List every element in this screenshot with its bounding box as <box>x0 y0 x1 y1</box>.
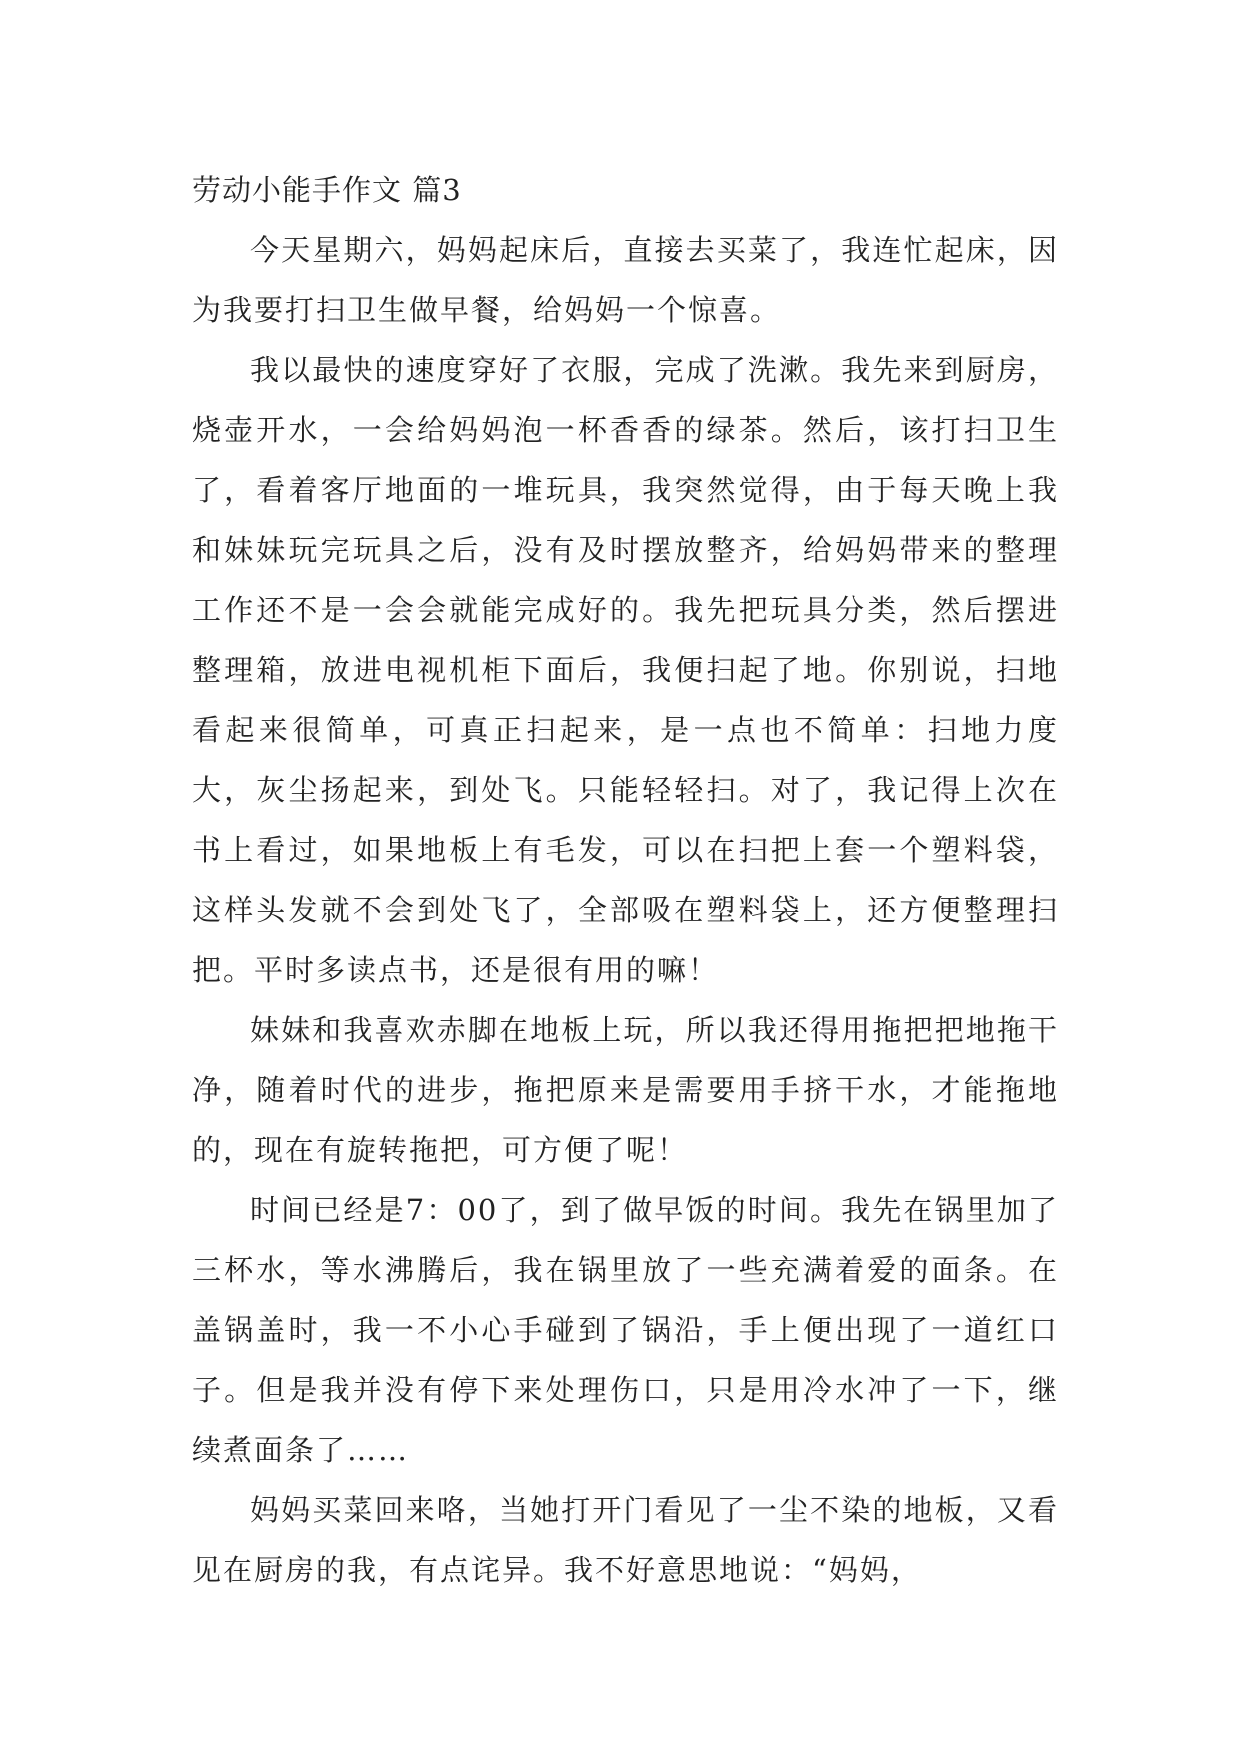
document-body <box>192 160 1059 1600</box>
paragraph-1: 今天星期六，妈妈起床后，直接去买菜了，我连忙起床，因为我要打扫卫生做早餐，给妈妈一个惊喜。 <box>192 233 1059 327</box>
paragraph-4: 时间已经是7：00了，到了做早饭的时间。我先在锅里加了三杯水，等水沸腾后，我在锅里放了一些充满着爱的面条。在盖锅盖时，我一不小心手碰到了锅沿，手上便出现了一道红口子。但是我并没有停下来处理伤口，只是用冷水冲了一下，继续煮面条了…… <box>192 1193 1059 1467</box>
paragraph-5: 妈妈买菜回来咯，当她打开门看见了一尘不染的地板，又看见在厨房的我，有点诧异。我不好意思地说：“妈妈， <box>192 1493 1059 1587</box>
paragraph-3: 妹妹和我喜欢赤脚在地板上玩，所以我还得用拖把把地拖干净，随着时代的进步，拖把原来是需要用手挤干水，才能拖地的，现在有旋转拖把，可方便了呢！ <box>192 1013 1059 1167</box>
paragraph-2: 我以最快的速度穿好了衣服，完成了洗漱。我先来到厨房，烧壶开水，一会给妈妈泡一杯香香的绿茶。然后，该打扫卫生了，看着客厅地面的一堆玩具，我突然觉得，由于每天晚上我和妹妹玩完玩具之后，没有及时摆放整齐，给妈妈带来的整理工作还不是一会会就能完成好的。我先把玩具分类，然后摆进整理箱，放进电视机柜下面后，我便扫起了地。你别说，扫地看起来很简单，可真正扫起来，是一点也不简单：扫地力度大，灰尘扬起来，到处飞。只能轻轻扫。对了，我记得上次在书上看过，如果地板上有毛发，可以在扫把上套一个塑料袋，这样头发就不会到处飞了，全部吸在塑料袋上，还方便整理扫把。平时多读点书，还是很有用的嘛！ <box>192 353 1059 987</box>
essay-title: 劳动小能手作文 篇3 <box>192 173 462 207</box>
